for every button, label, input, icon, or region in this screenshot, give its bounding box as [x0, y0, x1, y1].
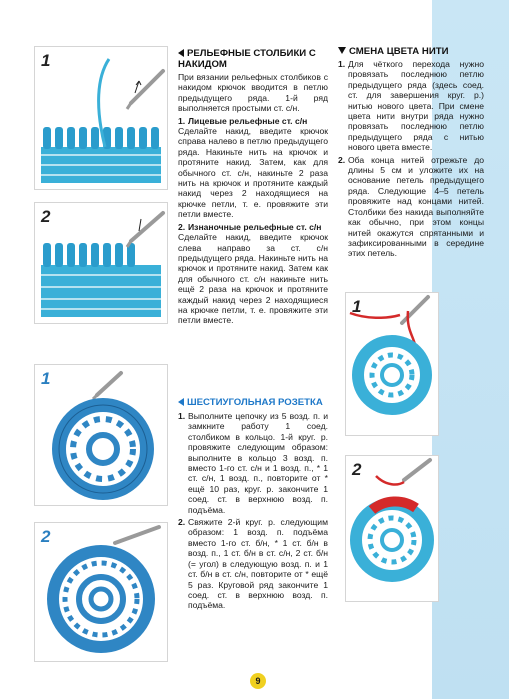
rosette-round-1-illustration — [35, 365, 167, 505]
relief-section — [178, 48, 328, 326]
triangle-down-icon — [338, 47, 346, 54]
item-number: 1. — [178, 115, 186, 126]
item-text: Оба конца нитей отрежьте до длины 5 см и уложите их на основание петель предыдущего ряда. Следующие 4–5 петель провяжите над концами нитей. Столбики без накида выполняйте как обычно, при этом концы нитей окажутся спрятанными и зафиксированными в середине этих петель. — [348, 154, 484, 259]
page-number: 9 — [250, 673, 266, 689]
color-change-section — [338, 46, 484, 259]
rosette-section — [178, 397, 328, 611]
relief-stitch-illustration — [35, 203, 167, 323]
list-item — [178, 411, 328, 515]
relief-stitch-illustration — [35, 47, 167, 189]
figure-rosette-2 — [34, 522, 168, 662]
figure-relief-2 — [34, 202, 168, 324]
list-item — [338, 59, 484, 153]
item-number: 2. — [178, 221, 186, 232]
figure-color-change-2 — [345, 455, 439, 602]
list-item — [178, 116, 328, 126]
figure-number: 1 — [352, 297, 362, 316]
triangle-left-icon — [178, 49, 184, 57]
figure-color-change-1 — [345, 292, 439, 436]
item-text: Выполните цепочку из 5 возд. п. и замкните работу 1 соед. столбиком в кольцо. 1-й круг. р. провяжите следующим образом: выполните в кольцо 3 возд. п. вместо 1-го ст. с/н и 1 возд. п., * 1 ст. с/н, 1 возд. п., повторите от * ещё 10 раз, круг. р. закончите 1 соед. ст. в верхнюю возд. п. подъёма. — [188, 411, 328, 515]
figure-relief-1 — [34, 46, 168, 190]
heading-text: СМЕНА ЦВЕТА НИТИ — [349, 46, 449, 57]
triangle-left-icon — [178, 398, 184, 406]
item-number: 1. — [178, 411, 186, 421]
figure-number: 1 — [41, 369, 51, 388]
figure-rosette-1 — [34, 364, 168, 506]
section-intro: При вязании рельефных столбиков с накидом крючок вводится в петлю предыдущего ряда. 1-й ряд выполняется простыми ст. с/н. — [178, 72, 328, 114]
figure-number: 1 — [41, 51, 51, 70]
item-text: Сделайте накид, введите крючок справа налево в петлю предыдущего ряда. Накиньте нить на крючок и протяните накид. Затем, как для обычного ст. с/н, накиньте 2 раза нить на крючок и протяните каждый накид через 2 находящиеся на крючке петли, т. е. провяжите эти петли вместе. — [178, 126, 328, 220]
item-number: 1. — [338, 59, 346, 69]
item-text: Свяжите 2-й круг. р. следующим образом: 1 возд. п. подъёма вместо 1-го ст. б/н, * 1 ст. б/н в возд. п., 1 ст. б/н в ст. с/н, 2 ст. б/н (= угол) в следующую возд. п. и 1 ст. б/н в ст. с/н, повторите от * ещё 5 раз. Круговой ряд закончите 1 соед. ст. в верхнюю возд. п. подъёма. — [188, 517, 328, 611]
item-text: Сделайте накид, введите крючок слева направо за ст. с/н предыдущего ряда. Накиньте нить на крючок и протяните накид. Затем как для обычного ст. с/н накиньте нить ещё 2 раза на крючок и протяните каждый накид через 2 находящиеся на крючке петли, т. е. провяжите эти петли вместе. — [178, 232, 328, 326]
section-heading — [338, 46, 484, 57]
item-number: 2. — [178, 517, 186, 528]
item-title: Изнаночные рельефные ст. с/н — [188, 221, 322, 232]
heading-text: ШЕСТИУГОЛЬНАЯ РОЗЕТКА — [187, 397, 323, 408]
figure-number: 2 — [352, 460, 362, 479]
heading-text: РЕЛЬЕФНЫЕ СТОЛБИКИ С НАКИДОМ — [178, 48, 316, 70]
list-item — [178, 517, 328, 611]
figure-number: 2 — [41, 527, 51, 546]
figure-number: 2 — [41, 207, 51, 226]
item-text: Для чёткого перехода нужно провязать последнюю петлю предыдущего ряда (здесь соед. ст. для завершения круг. р.) нитью нового цвета. При смене цвета нити внутри ряда нужно провязать последнюю петлю предыдущего ряда с нитью нового цвета вместе. — [348, 59, 484, 153]
item-number: 2. — [338, 154, 346, 165]
list-item — [338, 155, 484, 259]
list-item — [178, 222, 328, 232]
item-title: Лицевые рельефные ст. с/н — [188, 115, 308, 126]
section-heading — [178, 48, 328, 70]
section-heading — [178, 397, 328, 408]
rosette-round-2-illustration — [35, 523, 167, 661]
